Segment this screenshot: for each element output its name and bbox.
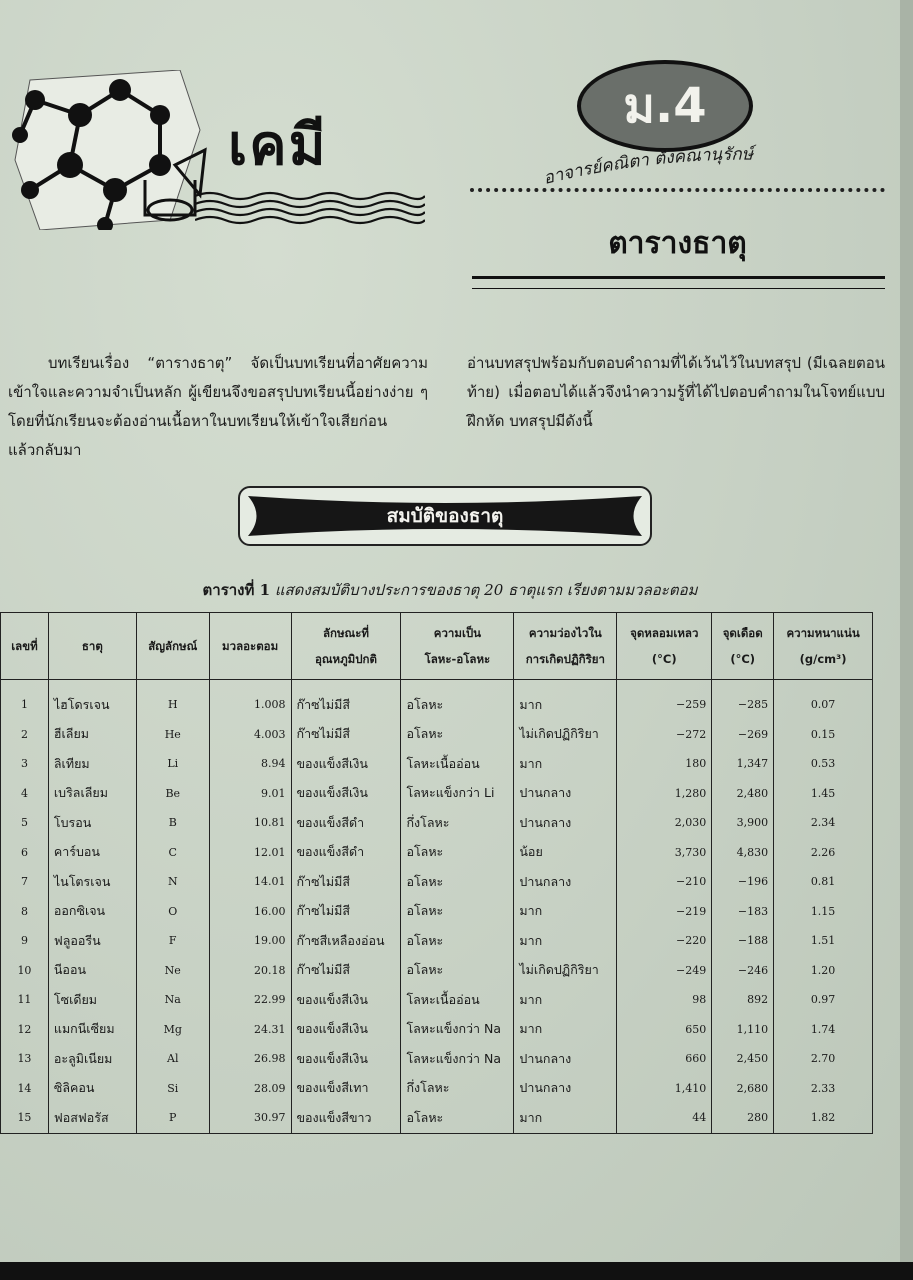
cell-melting-point: 660 bbox=[617, 1044, 712, 1074]
cell-state: ก๊าซไม่มีสี bbox=[291, 680, 401, 720]
header-name: ธาตุ bbox=[48, 613, 136, 680]
cell-symbol: H bbox=[136, 680, 209, 720]
header-density: ความหนาแน่น (g/cm³) bbox=[774, 613, 873, 680]
table-row bbox=[1, 1015, 873, 1045]
cell-boiling-point: 1,347 bbox=[712, 749, 774, 779]
cell-atomic-mass: 10.81 bbox=[209, 808, 291, 838]
cell-melting-point: −219 bbox=[617, 897, 712, 927]
subject-title: เคมี bbox=[228, 113, 328, 178]
header-reactivity: ความว่องไวใน การเกิดปฏิกิริยา bbox=[514, 613, 617, 680]
cell-metal-type: อโลหะ bbox=[401, 897, 514, 927]
cell-element-name: ลิเทียม bbox=[48, 749, 136, 779]
cell-reactivity: มาก bbox=[514, 680, 617, 720]
cell-metal-type: โลหะแข็งกว่า Li bbox=[401, 779, 514, 809]
cell-state: ของแข็งสีเทา bbox=[291, 1074, 401, 1104]
molecule-illustration bbox=[10, 70, 210, 230]
caption-text: แสดงสมบัติบางประการของธาตุ 20 ธาตุแรก เรียงตามมวลอะตอม bbox=[274, 581, 698, 599]
cell-atomic-mass: 26.98 bbox=[209, 1044, 291, 1074]
table-row bbox=[1, 897, 873, 927]
cell-symbol: Al bbox=[136, 1044, 209, 1074]
cell-symbol: O bbox=[136, 897, 209, 927]
cell-metal-type: อโลหะ bbox=[401, 867, 514, 897]
cell-melting-point: 1,280 bbox=[617, 779, 712, 809]
table-row bbox=[1, 808, 873, 838]
cell-element-name: ไนโตรเจน bbox=[48, 867, 136, 897]
cell-reactivity: ปานกลาง bbox=[514, 1074, 617, 1104]
cell-boiling-point: 892 bbox=[712, 985, 774, 1015]
cell-element-name: โบรอน bbox=[48, 808, 136, 838]
cell-reactivity: มาก bbox=[514, 926, 617, 956]
cell-state: ก๊าซไม่มีสี bbox=[291, 956, 401, 986]
cell-state: ของแข็งสีดำ bbox=[291, 808, 401, 838]
cell-element-name: ฟลูออรีน bbox=[48, 926, 136, 956]
cell-number: 11 bbox=[1, 985, 49, 1015]
cell-boiling-point: −196 bbox=[712, 867, 774, 897]
cell-metal-type: อโลหะ bbox=[401, 956, 514, 986]
wave-decoration bbox=[195, 190, 425, 230]
cell-boiling-point: −285 bbox=[712, 680, 774, 720]
cell-element-name: เบริลเลียม bbox=[48, 779, 136, 809]
cell-number: 4 bbox=[1, 779, 49, 809]
cell-melting-point: −210 bbox=[617, 867, 712, 897]
caption-number: ตารางที่ 1 bbox=[202, 581, 271, 599]
intro-paragraph-right: อ่านบทสรุปพร้อมกับตอบคำถามที่ได้เว้นไว้ในบทสรุป (มีเฉลยตอนท้าย) เมื่อตอบได้แล้วจึงนำความรู้ที่ได้ไปตอบคำถามในโจทย์แบบฝึกหัด บทสรุปมีดังนี้ bbox=[467, 354, 885, 430]
cell-number: 7 bbox=[1, 867, 49, 897]
table-row bbox=[1, 867, 873, 897]
cell-metal-type: อโลหะ bbox=[401, 1103, 514, 1133]
cell-element-name: คาร์บอน bbox=[48, 838, 136, 868]
table-row bbox=[1, 680, 873, 720]
cell-melting-point: 98 bbox=[617, 985, 712, 1015]
section-heading: สมบัติของธาตุ bbox=[386, 505, 504, 527]
dotted-divider bbox=[470, 188, 885, 192]
cell-atomic-mass: 1.008 bbox=[209, 680, 291, 720]
cell-melting-point: 1,410 bbox=[617, 1074, 712, 1104]
cell-symbol: Be bbox=[136, 779, 209, 809]
cell-density: 0.81 bbox=[774, 867, 873, 897]
header-no: เลขที่ bbox=[1, 613, 49, 680]
cell-reactivity: น้อย bbox=[514, 838, 617, 868]
cell-atomic-mass: 4.003 bbox=[209, 720, 291, 750]
cell-reactivity: ไม่เกิดปฏิกิริยา bbox=[514, 956, 617, 986]
cell-symbol: N bbox=[136, 867, 209, 897]
cell-density: 1.51 bbox=[774, 926, 873, 956]
cell-boiling-point: 280 bbox=[712, 1103, 774, 1133]
cell-symbol: Ne bbox=[136, 956, 209, 986]
cell-element-name: แมกนีเซียม bbox=[48, 1015, 136, 1045]
cell-number: 15 bbox=[1, 1103, 49, 1133]
cell-state: ก๊าซไม่มีสี bbox=[291, 720, 401, 750]
cell-element-name: ออกซิเจน bbox=[48, 897, 136, 927]
cell-number: 14 bbox=[1, 1074, 49, 1104]
table-row bbox=[1, 1074, 873, 1104]
table-row bbox=[1, 720, 873, 750]
intro-paragraph-left: บทเรียนเรื่อง “ตารางธาตุ” จัดเป็นบทเรียนที่อาศัยความเข้าใจและความจำเป็นหลัก ผู้เขียนจึงขอสรุปบทเรียนนี้อย่างง่าย ๆ โดยที่นักเรียนจะต้องอ่านเนื้อหาในบทเรียนให้เข้าใจเสียก่อน แล้วกลับมา bbox=[8, 354, 428, 459]
cell-reactivity: ปานกลาง bbox=[514, 808, 617, 838]
page-edge bbox=[900, 0, 913, 1262]
cell-density: 0.53 bbox=[774, 749, 873, 779]
cell-element-name: โซเดียม bbox=[48, 985, 136, 1015]
cell-melting-point: 2,030 bbox=[617, 808, 712, 838]
cell-atomic-mass: 9.01 bbox=[209, 779, 291, 809]
svg-text:อาจารย์คณิตา ตังคณานุรักษ์ bbox=[542, 145, 758, 189]
cell-atomic-mass: 22.99 bbox=[209, 985, 291, 1015]
cell-density: 1.45 bbox=[774, 779, 873, 809]
table-row bbox=[1, 838, 873, 868]
cell-reactivity: มาก bbox=[514, 1103, 617, 1133]
cell-reactivity: มาก bbox=[514, 897, 617, 927]
cell-symbol: Na bbox=[136, 985, 209, 1015]
cell-melting-point: 650 bbox=[617, 1015, 712, 1045]
cell-melting-point: 180 bbox=[617, 749, 712, 779]
cell-state: ของแข็งสีเงิน bbox=[291, 985, 401, 1015]
cell-state: ของแข็งสีเงิน bbox=[291, 779, 401, 809]
cell-symbol: Si bbox=[136, 1074, 209, 1104]
cell-symbol: Li bbox=[136, 749, 209, 779]
author-byline bbox=[540, 144, 810, 192]
cell-atomic-mass: 14.01 bbox=[209, 867, 291, 897]
cell-state: ก๊าซสีเหลืองอ่อน bbox=[291, 926, 401, 956]
cell-melting-point: −272 bbox=[617, 720, 712, 750]
cell-number: 6 bbox=[1, 838, 49, 868]
cell-state: ของแข็งสีขาว bbox=[291, 1103, 401, 1133]
cell-density: 2.26 bbox=[774, 838, 873, 868]
table-row bbox=[1, 1044, 873, 1074]
cell-density: 0.97 bbox=[774, 985, 873, 1015]
cell-metal-type: โลหะเนื้ออ่อน bbox=[401, 985, 514, 1015]
cell-element-name: ไฮโดรเจน bbox=[48, 680, 136, 720]
cell-atomic-mass: 24.31 bbox=[209, 1015, 291, 1045]
cell-metal-type: อโลหะ bbox=[401, 680, 514, 720]
cell-element-name: ฟอสฟอรัส bbox=[48, 1103, 136, 1133]
cell-symbol: B bbox=[136, 808, 209, 838]
cell-number: 13 bbox=[1, 1044, 49, 1074]
cell-element-name: นีออน bbox=[48, 956, 136, 986]
cell-melting-point: −259 bbox=[617, 680, 712, 720]
cell-reactivity: ปานกลาง bbox=[514, 779, 617, 809]
cell-number: 10 bbox=[1, 956, 49, 986]
cell-number: 2 bbox=[1, 720, 49, 750]
cell-reactivity: มาก bbox=[514, 749, 617, 779]
article-title: ตารางธาตุ bbox=[608, 226, 747, 261]
elements-table bbox=[0, 612, 873, 1134]
cell-state: ของแข็งสีเงิน bbox=[291, 1044, 401, 1074]
cell-reactivity: มาก bbox=[514, 985, 617, 1015]
cell-reactivity: ปานกลาง bbox=[514, 1044, 617, 1074]
cell-element-name: อะลูมิเนียม bbox=[48, 1044, 136, 1074]
cell-boiling-point: −188 bbox=[712, 926, 774, 956]
table-row bbox=[1, 926, 873, 956]
cell-symbol: F bbox=[136, 926, 209, 956]
table-caption bbox=[0, 578, 900, 602]
cell-metal-type: โลหะแข็งกว่า Na bbox=[401, 1044, 514, 1074]
cell-element-name: ฮีเลียม bbox=[48, 720, 136, 750]
header-boiling-point: จุดเดือด (°C) bbox=[712, 613, 774, 680]
cell-boiling-point: −269 bbox=[712, 720, 774, 750]
table-body bbox=[1, 680, 873, 1134]
cell-number: 12 bbox=[1, 1015, 49, 1045]
cell-symbol: He bbox=[136, 720, 209, 750]
cell-metal-type: อโลหะ bbox=[401, 838, 514, 868]
cell-density: 2.34 bbox=[774, 808, 873, 838]
cell-reactivity: ปานกลาง bbox=[514, 867, 617, 897]
cell-reactivity: มาก bbox=[514, 1015, 617, 1045]
title-rule bbox=[472, 276, 885, 289]
cell-density: 2.70 bbox=[774, 1044, 873, 1074]
table-row bbox=[1, 985, 873, 1015]
cell-melting-point: −220 bbox=[617, 926, 712, 956]
cell-number: 9 bbox=[1, 926, 49, 956]
table-header-row bbox=[1, 613, 873, 680]
cell-atomic-mass: 19.00 bbox=[209, 926, 291, 956]
cell-symbol: C bbox=[136, 838, 209, 868]
cell-density: 2.33 bbox=[774, 1074, 873, 1104]
cell-boiling-point: 1,110 bbox=[712, 1015, 774, 1045]
cell-state: ก๊าซไม่มีสี bbox=[291, 867, 401, 897]
cell-atomic-mass: 30.97 bbox=[209, 1103, 291, 1133]
table-row bbox=[1, 956, 873, 986]
cell-state: ของแข็งสีเงิน bbox=[291, 1015, 401, 1045]
cell-state: ก๊าซไม่มีสี bbox=[291, 897, 401, 927]
header-melting-point: จุดหลอมเหลว (°C) bbox=[617, 613, 712, 680]
cell-state: ของแข็งสีเงิน bbox=[291, 749, 401, 779]
grade-badge: ม.4 bbox=[577, 60, 753, 152]
header-symbol: สัญลักษณ์ bbox=[136, 613, 209, 680]
section-banner bbox=[238, 486, 652, 546]
cell-melting-point: −249 bbox=[617, 956, 712, 986]
cell-boiling-point: −246 bbox=[712, 956, 774, 986]
cell-density: 0.15 bbox=[774, 720, 873, 750]
cell-symbol: P bbox=[136, 1103, 209, 1133]
cell-symbol: Mg bbox=[136, 1015, 209, 1045]
cell-atomic-mass: 28.09 bbox=[209, 1074, 291, 1104]
header-state: ลักษณะที่ อุณหภูมิปกติ bbox=[291, 613, 401, 680]
table-row bbox=[1, 779, 873, 809]
cell-reactivity: ไม่เกิดปฏิกิริยา bbox=[514, 720, 617, 750]
table-row bbox=[1, 749, 873, 779]
cell-density: 1.20 bbox=[774, 956, 873, 986]
cell-density: 1.82 bbox=[774, 1103, 873, 1133]
cell-state: ของแข็งสีดำ bbox=[291, 838, 401, 868]
cell-boiling-point: 4,830 bbox=[712, 838, 774, 868]
author-name: อาจารย์คณิตา ตังคณานุรักษ์ bbox=[541, 144, 753, 189]
cell-density: 0.07 bbox=[774, 680, 873, 720]
header-type: ความเป็น โลหะ-อโลหะ bbox=[401, 613, 514, 680]
cell-boiling-point: 2,480 bbox=[712, 779, 774, 809]
cell-number: 8 bbox=[1, 897, 49, 927]
cell-boiling-point: −183 bbox=[712, 897, 774, 927]
cell-atomic-mass: 16.00 bbox=[209, 897, 291, 927]
cell-number: 5 bbox=[1, 808, 49, 838]
cell-element-name: ซิลิคอน bbox=[48, 1074, 136, 1104]
cell-metal-type: โลหะเนื้ออ่อน bbox=[401, 749, 514, 779]
cell-density: 1.15 bbox=[774, 897, 873, 927]
cell-boiling-point: 3,900 bbox=[712, 808, 774, 838]
cell-boiling-point: 2,680 bbox=[712, 1074, 774, 1104]
cell-metal-type: อโลหะ bbox=[401, 720, 514, 750]
cell-melting-point: 44 bbox=[617, 1103, 712, 1133]
cell-atomic-mass: 8.94 bbox=[209, 749, 291, 779]
cell-metal-type: โลหะแข็งกว่า Na bbox=[401, 1015, 514, 1045]
cell-atomic-mass: 20.18 bbox=[209, 956, 291, 986]
cell-metal-type: กึ่งโลหะ bbox=[401, 1074, 514, 1104]
cell-metal-type: อโลหะ bbox=[401, 926, 514, 956]
cell-density: 1.74 bbox=[774, 1015, 873, 1045]
table-row bbox=[1, 1103, 873, 1133]
cell-number: 1 bbox=[1, 680, 49, 720]
cell-boiling-point: 2,450 bbox=[712, 1044, 774, 1074]
cell-melting-point: 3,730 bbox=[617, 838, 712, 868]
cell-number: 3 bbox=[1, 749, 49, 779]
cell-metal-type: กึ่งโลหะ bbox=[401, 808, 514, 838]
scan-border bbox=[0, 1262, 913, 1280]
cell-atomic-mass: 12.01 bbox=[209, 838, 291, 868]
header-mass: มวลอะตอม bbox=[209, 613, 291, 680]
